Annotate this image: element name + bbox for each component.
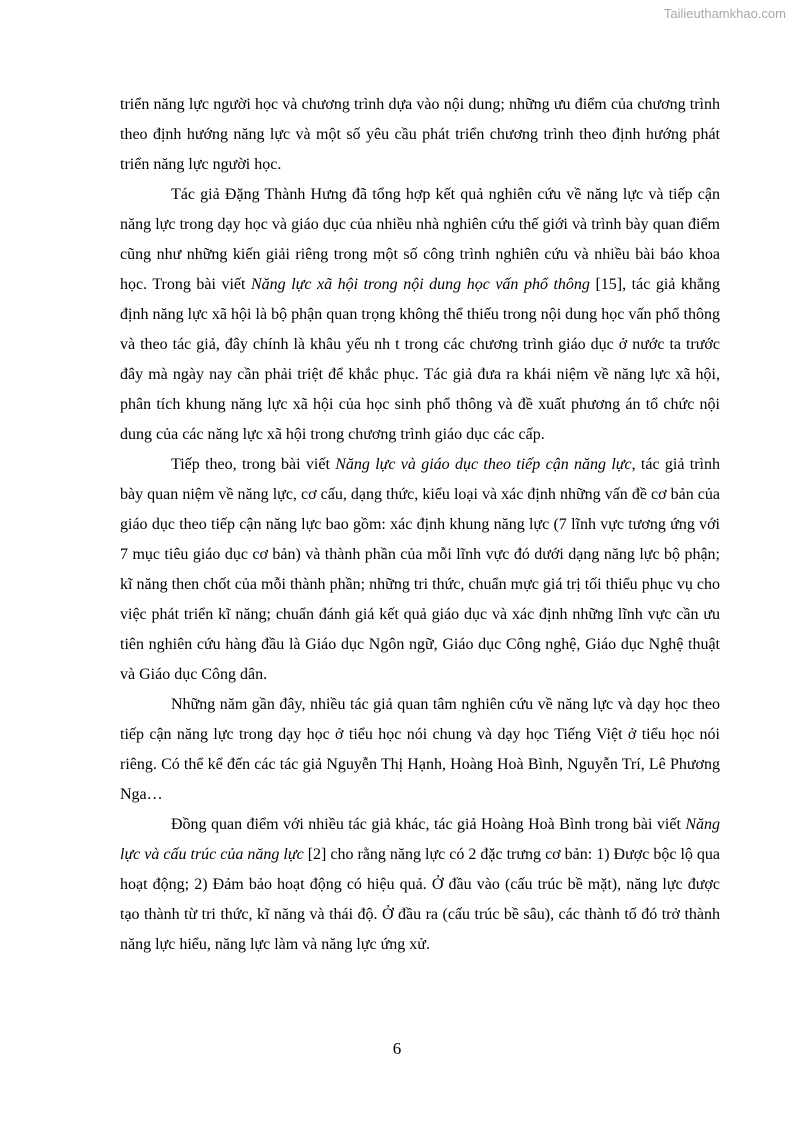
paragraph-5: [120, 810, 720, 960]
watermark: Tailieuthamkhao.com: [663, 6, 786, 21]
paragraph-3-text-a: Tiếp theo, trong bài viết: [171, 456, 336, 473]
paragraph-4: [120, 690, 720, 810]
paragraph-2-text-a: Tác giả Đặng Thành Hưng đã tổng hợp kết quả nghiên cứu về năng lực và tiếp cận năng lực trong dạy học và giáo dục của nhiều nhà nghiên cứu thế giới và trình bày quan điểm cũng như những kiến giải riêng trong một số công trình nghiên cứu và nhiều bài báo khoa học. Trong bài viết: [120, 186, 720, 293]
cited-title-nang-luc-xa-hoi: Năng lực xã hội trong nội dung học vấn phổ thông: [251, 276, 590, 293]
document-body: [120, 90, 720, 960]
cited-title-nang-luc-va-cau-truc: Năng lực và cấu trúc của năng lực: [120, 816, 720, 863]
paragraph-1: [120, 90, 720, 180]
paragraph-5-text-b: [2] cho rằng năng lực có 2 đặc trưng cơ bản: 1) Được bộc lộ qua hoạt động; 2) Đảm bảo hoạt động có hiệu quả. Ở đầu vào (cấu trúc bề mặt), năng lực được tạo thành từ tri thức, kĩ năng và thái độ. Ở đầu ra (cấu trúc bề sâu), các thành tố đó trở thành năng lực hiểu, năng lực làm và năng lực ứng xử.: [120, 846, 721, 953]
paragraph-5-text-a: Đồng quan điểm với nhiều tác giả khác, tác giả Hoàng Hoà Bình trong bài viết: [171, 816, 686, 833]
paragraph-2-text-b: [15], tác giả khẳng định năng lực xã hội là bộ phận quan trọng không thể thiếu trong nội dung học vấn phổ thông và theo tác giả, đây chính là khâu yếu nh t trong các chương trình giáo dục ở nước ta trước đây mà ngày nay cần phải triệt để khắc phục. Tác giả đưa ra khái niệm về năng lực xã hội, phân tích khung năng lực xã hội của học sinh phổ thông và đề xuất phương án tổ chức nội dung của các năng lực xã hội trong chương trình giáo dục các cấp.: [120, 276, 720, 443]
paragraph-3-text-b: , tác giả trình bày quan niệm về năng lực, cơ cấu, dạng thức, kiểu loại và xác định những vấn đề cơ bản của giáo dục theo tiếp cận năng lực bao gồm: xác định khung năng lực (7 lĩnh vực tương ứng với 7 mục tiêu giáo dục cơ bản) và thành phần của mỗi lĩnh vực đó dưới dạng năng lực bộ phận; kĩ năng then chốt của mỗi thành phần; những tri thức, chuẩn mực giá trị tối thiểu phục vụ cho việc phát triển kĩ năng; chuẩn đánh giá kết quả giáo dục và xác định những lĩnh vực cần ưu tiên nghiên cứu hàng đầu là Giáo dục Ngôn ngữ, Giáo dục Công nghệ, Giáo dục Nghệ thuật và Giáo dục Công dân.: [120, 456, 720, 683]
page-number: 6: [392, 1039, 402, 1058]
paragraph-3: [120, 450, 720, 690]
paragraph-4-text: Những năm gần đây, nhiều tác giả quan tâm nghiên cứu về năng lực và dạy học theo tiếp cận năng lực trong dạy học ở tiểu học nói chung và dạy học Tiếng Việt ở tiểu học nói riêng. Có thể kể đến các tác giả Nguyễn Thị Hạnh, Hoàng Hoà Bình, Nguyễn Trí, Lê Phương Nga…: [120, 696, 720, 803]
cited-title-nang-luc-va-giao-duc: Năng lực và giáo dục theo tiếp cận năng lực: [335, 456, 632, 473]
paragraph-2: [120, 180, 720, 450]
paragraph-1-text: triển năng lực người học và chương trình dựa vào nội dung; những ưu điểm của chương trình theo định hướng năng lực và một số yêu cầu phát triển chương trình theo định hướng phát triển năng lực người học.: [120, 96, 720, 173]
